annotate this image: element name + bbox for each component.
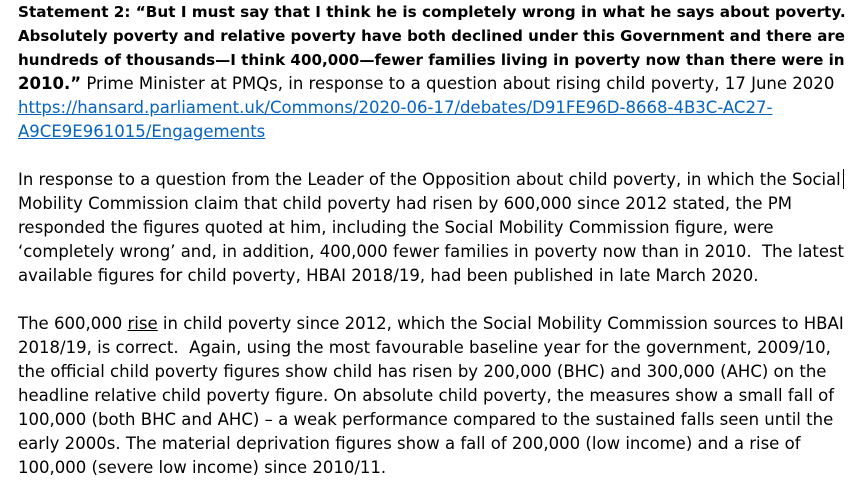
paragraph1-line-3: responded the figures quoted at him, including the Social Mobility Commission figure, were — [18, 218, 774, 237]
text-cursor — [843, 169, 844, 189]
paragraph2-line-5: 100,000 (both BHC and AHC) – a weak performance compared to the sustained falls seen until the — [18, 410, 834, 429]
paragraph2-line-1 — [18, 312, 849, 336]
paragraph1-line-2: Mobility Commission claim that child poverty had risen by 600,000 since 2012 stated, the PM — [18, 194, 792, 213]
hansard-link-part-1[interactable]: https://hansard.parliament.uk/Commons/2020-06-17/debates/D91FE96D-8668-4B3C-AC27- — [18, 98, 773, 117]
paragraph2-line-2: 2018/19, is correct. Again, using the most favourable baseline year for the government, 2009/10, — [18, 338, 831, 357]
statement-line-1: Statement 2: “But I must say that I think he is completely wrong in what he says about poverty. — [18, 3, 846, 21]
paragraph2-line-3: the official child poverty figures show child has risen by 200,000 (BHC) and 300,000 (AHC) on the — [18, 362, 827, 381]
hansard-link-line-1 — [18, 96, 849, 120]
paragraph1-line-1 — [18, 168, 849, 192]
paragraph1-line-1-text: In response to a question from the Leader of the Opposition about child poverty, in which the Social — [18, 170, 841, 189]
document-body — [18, 0, 849, 480]
statement-line-2: Absolutely poverty and relative poverty have both declined under this Government and there are — [18, 27, 845, 45]
hansard-link-line-2 — [18, 120, 849, 144]
hansard-link-part-2[interactable]: A9CE9E961015/Engagements — [18, 122, 266, 141]
statement-line-3: hundreds of thousands—I think 400,000—fewer families living in poverty now than there were in — [18, 51, 845, 69]
statement-year-quote: 2010.” — [18, 74, 82, 93]
paragraph-spacer — [18, 288, 849, 312]
paragraph2-line-4: headline relative child poverty figure. On absolute child poverty, the measures show a small fall of — [18, 386, 835, 405]
statement-attribution: Prime Minister at PMQs, in response to a question about rising child poverty, 17 June 2020 — [81, 74, 835, 93]
statement-line-4 — [18, 72, 849, 96]
paragraph2-line-1-post: in child poverty since 2012, which the Social Mobility Commission sources to HBAI — [157, 314, 844, 333]
underlined-word-rise: rise — [127, 314, 158, 333]
paragraph2-line-7: 100,000 (severe low income) since 2010/11. — [18, 458, 387, 477]
paragraph2-line-1-pre: The 600,000 — [18, 314, 128, 333]
paragraph1-line-4: ‘completely wrong’ and, in addition, 400,000 fewer families in poverty now than in 2010. The latest — [18, 242, 845, 261]
paragraph2-line-6: early 2000s. The material deprivation figures show a fall of 200,000 (low income) and a rise of — [18, 434, 801, 453]
paragraph-spacer — [18, 144, 849, 168]
paragraph1-line-5: available figures for child poverty, HBAI 2018/19, had been published in late March 2020. — [18, 266, 759, 285]
